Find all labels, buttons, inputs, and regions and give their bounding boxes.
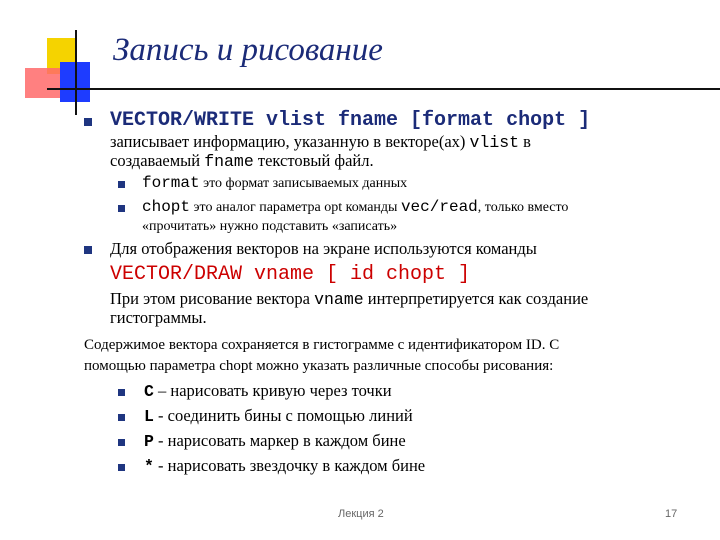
bullet-marker [118,389,125,396]
option-l: L - соединить бины с помощью линий [144,406,413,426]
chopt-item: chopt это аналог параметра opt команды vec/read, только вместо [142,198,569,216]
bullet-marker [84,246,92,254]
bullet-marker [118,205,125,212]
page-number: 17 [665,508,678,520]
bullet-marker [118,181,125,188]
slide-title: Запись и рисование [113,32,383,68]
paragraph-line1: Содержимое вектора сохраняется в гистограмме с идентификатором ID. С [84,337,560,353]
decor-red-square [25,68,65,98]
draw-desc-line2: гистограммы. [110,308,207,327]
bullet-marker [118,464,125,471]
option-star: * - нарисовать звездочку в каждом бине [144,456,426,476]
bullet-marker [118,414,125,421]
option-c: C – нарисовать кривую через точки [144,381,392,401]
write-desc-line1: записывает информацию, указанную в векторе(ах) vlist в [110,132,531,152]
draw-desc-line1: При этом рисование вектора vname интерпретируется как создание [110,289,589,309]
footer-lecture: Лекция 2 [338,508,384,520]
chopt-item-line2: «прочитать» нужно подставить «записать» [142,219,398,234]
decor-horizontal-line [47,88,720,90]
decor-vertical-line [75,30,77,115]
bullet-marker [84,118,92,126]
option-p: P - нарисовать маркер в каждом бине [144,431,406,451]
write-command: VECTOR/WRITE vlist fname [format chopt ] [110,109,591,132]
draw-command: VECTOR/DRAW vname [ id chopt ] [110,263,471,286]
bullet-marker [118,439,125,446]
paragraph-line2: помощью параметра chopt можно указать различные способы рисования: [84,358,554,374]
write-desc-line2: создаваемый fname текстовый файл. [110,151,374,171]
format-item: format это формат записываемых данных [142,174,408,192]
draw-intro: Для отображения векторов на экране используются команды [110,239,537,258]
